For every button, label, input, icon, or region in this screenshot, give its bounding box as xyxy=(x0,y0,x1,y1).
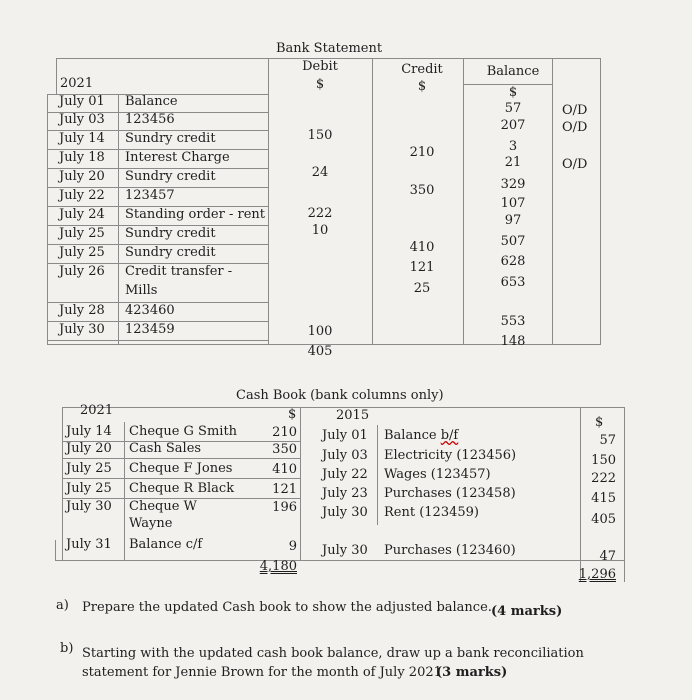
cash-book-credit-amount: 47 xyxy=(599,549,616,564)
statement-balance: 21 xyxy=(504,155,522,170)
statement-credit: 210 xyxy=(409,145,435,160)
credit-unit: $ xyxy=(417,79,427,94)
cash-book-left-year: 2021 xyxy=(80,403,114,418)
statement-date: July 18 xyxy=(59,150,105,165)
cash-book-credit-amount: 415 xyxy=(591,491,616,506)
statement-balance: 329 xyxy=(500,177,526,192)
overdrawn-flag: O/D xyxy=(562,120,588,135)
cash-book-debit-amount: 410 xyxy=(272,462,297,477)
statement-date: July 28 xyxy=(59,303,105,318)
statement-credit: 121 xyxy=(409,260,435,275)
debit-header: Debit xyxy=(302,59,338,74)
cash-book-debit-date: July 31 xyxy=(66,537,112,552)
cash-book-right-unit: $ xyxy=(595,415,604,430)
cash-book-credit-description: Wages (123457) xyxy=(384,467,491,482)
cash-book-right-total: 1,296 xyxy=(578,567,616,582)
statement-balance: 653 xyxy=(500,275,526,290)
question-b-marks: (3 marks) xyxy=(436,665,508,680)
statement-description: Standing order - rent xyxy=(125,207,265,222)
statement-description: Credit transfer - xyxy=(125,264,233,279)
cash-book-credit-description xyxy=(384,428,458,444)
statement-date: July 26 xyxy=(59,264,105,279)
statement-description: 123456 xyxy=(125,112,175,127)
cash-book-credit-date: July 03 xyxy=(322,448,368,463)
cash-book-debit-amount: 210 xyxy=(272,425,297,440)
statement-balance: 507 xyxy=(500,234,526,249)
cash-book-debit-description: Balance c/f xyxy=(129,537,203,552)
statement-description: Sundry credit xyxy=(125,245,216,260)
statement-date: July 24 xyxy=(59,207,105,222)
cash-book-credit-date: July 01 xyxy=(322,428,368,443)
cash-book-debit-description-line2: Wayne xyxy=(129,516,173,531)
statement-date: July 01 xyxy=(59,94,105,109)
statement-debit: 24 xyxy=(311,165,329,180)
statement-balance: 97 xyxy=(504,213,522,228)
cash-book-debit-amount: 196 xyxy=(272,500,297,515)
statement-debit: 10 xyxy=(311,223,329,238)
statement-debit: 150 xyxy=(307,128,333,143)
statement-description: 123459 xyxy=(125,322,175,337)
statement-debit: 100 xyxy=(307,324,333,339)
statement-date: July 25 xyxy=(59,245,105,260)
statement-debit: 222 xyxy=(307,206,333,221)
statement-description: Sundry credit xyxy=(125,226,216,241)
cash-book-debit-description: Cheque W xyxy=(129,499,197,514)
cash-book-left-total: 4,180 xyxy=(259,559,297,574)
statement-date: July 22 xyxy=(59,188,105,203)
cash-book-credit-amount: 222 xyxy=(591,471,616,486)
statement-balance: 107 xyxy=(500,196,526,211)
cash-book-debit-description: Cheque G Smith xyxy=(129,424,238,439)
statement-description-line2: Mills xyxy=(125,283,158,298)
overdrawn-flag: O/D xyxy=(562,157,588,172)
cash-book-credit-description: Purchases (123458) xyxy=(384,486,516,501)
question-a-marks: (4 marks) xyxy=(491,604,563,619)
question-a-text: Prepare the updated Cash book to show the adjusted balance. xyxy=(82,600,492,615)
statement-description: Balance xyxy=(125,94,178,109)
cash-book-debit-amount: 350 xyxy=(272,442,297,457)
cash-book-credit-date: July 30 xyxy=(322,505,368,520)
cash-book-debit-date: July 25 xyxy=(66,481,112,496)
cash-book-credit-description: Purchases (123460) xyxy=(384,543,516,558)
statement-date: July 30 xyxy=(59,322,105,337)
cash-book-credit-description-main: Balance xyxy=(384,428,441,443)
statement-balance: 57 xyxy=(504,101,522,116)
statement-balance: 3 xyxy=(508,139,518,154)
statement-date: July 14 xyxy=(59,131,105,146)
statement-credit: 25 xyxy=(413,281,431,296)
question-b-text-line1: Starting with the updated cash book balance, draw up a bank reconciliation xyxy=(82,646,584,661)
balance-header: Balance xyxy=(486,64,540,79)
statement-balance: 207 xyxy=(500,118,526,133)
statement-date: July 03 xyxy=(59,112,105,127)
question-b-text-line2: statement for Jennie Brown for the month of July 2021. xyxy=(82,665,447,680)
statement-description: 423460 xyxy=(125,303,175,318)
statement-description: Interest Charge xyxy=(125,150,230,165)
statement-date: July 25 xyxy=(59,226,105,241)
cash-book-credit-description: Electricity (123456) xyxy=(384,448,517,463)
statement-description: 123457 xyxy=(125,188,175,203)
cash-book-debit-date: July 14 xyxy=(66,424,112,439)
cash-book-credit-date: July 23 xyxy=(322,486,368,501)
statement-balance: 628 xyxy=(500,254,526,269)
cash-book-debit-description: Cheque F Jones xyxy=(129,461,233,476)
cash-book-credit-amount: 150 xyxy=(591,453,616,468)
cash-book-credit-amount: 57 xyxy=(599,433,616,448)
cash-book-credit-date: July 22 xyxy=(322,467,368,482)
bank-statement-year: 2021 xyxy=(60,76,94,91)
question-a-label: a) xyxy=(56,598,69,613)
cash-book-left-unit: $ xyxy=(288,407,297,422)
cash-book-credit-description: Rent (123459) xyxy=(384,505,479,520)
cash-book-debit-description: Cash Sales xyxy=(129,441,202,456)
debit-unit: $ xyxy=(315,77,325,92)
balance-unit: $ xyxy=(508,85,518,100)
statement-balance: 148 xyxy=(500,334,526,349)
cash-book-credit-date: July 30 xyxy=(322,543,368,558)
cash-book-debit-date: July 25 xyxy=(66,461,112,476)
cash-book-debit-amount: 9 xyxy=(288,539,297,554)
overdrawn-flag: O/D xyxy=(562,103,588,118)
statement-date: July 20 xyxy=(59,169,105,184)
bank-statement-title: Bank Statement xyxy=(276,41,383,56)
credit-header: Credit xyxy=(401,62,443,77)
cash-book-title: Cash Book (bank columns only) xyxy=(236,388,444,403)
statement-credit: 410 xyxy=(409,240,435,255)
cash-book-credit-description-suffix: b/f xyxy=(440,428,459,443)
question-b-label: b) xyxy=(60,641,74,656)
cash-book-credit-amount: 405 xyxy=(591,512,616,527)
statement-debit: 405 xyxy=(307,344,333,359)
cash-book-right-year: 2015 xyxy=(336,408,370,423)
statement-description: Sundry credit xyxy=(125,169,216,184)
statement-credit: 350 xyxy=(409,183,435,198)
statement-balance: 553 xyxy=(500,314,526,329)
cash-book-debit-date: July 30 xyxy=(66,499,112,514)
cash-book-debit-date: July 20 xyxy=(66,441,112,456)
cash-book-debit-amount: 121 xyxy=(272,482,297,497)
cash-book-debit-description: Cheque R Black xyxy=(129,481,235,496)
statement-description: Sundry credit xyxy=(125,131,216,146)
